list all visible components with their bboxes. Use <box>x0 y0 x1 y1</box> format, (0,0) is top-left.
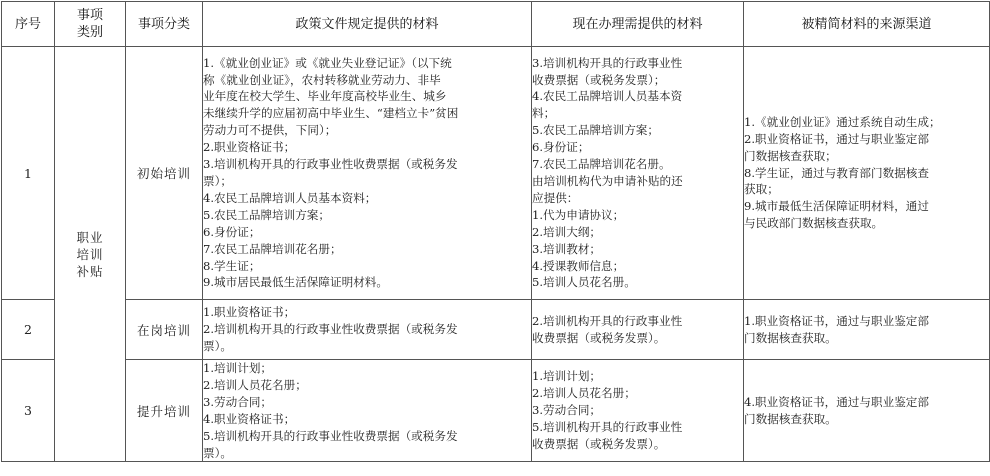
source-line: 1.职业资格证书，通过与职业鉴定部 <box>744 313 929 328</box>
current-materials-cell <box>532 360 744 462</box>
current-materials-cell <box>532 300 744 360</box>
source-line: 2.职业资格证书，通过与职业鉴定部 <box>744 131 929 146</box>
current-line: 收费票据（或税务发票）。 <box>532 330 666 345</box>
policy-line: 4.农民工品牌培训人员基本资料； <box>203 190 377 205</box>
policy-materials-cell <box>203 360 532 462</box>
current-line: 2.培训机构开具的行政事业性 <box>532 313 683 328</box>
policy-line: 业年度在校大学生、毕业年度高校毕业生、城乡 <box>203 89 447 104</box>
table-row <box>2 47 990 300</box>
current-line: 4.农民工品牌培训人员基本资 <box>532 89 683 104</box>
header-no: 序号 <box>2 2 55 47</box>
current-line: 料； <box>532 106 556 121</box>
current-line: 3.培训教材； <box>532 241 602 256</box>
policy-line: 8.学生证； <box>203 258 261 273</box>
policy-line: 3.劳动合同； <box>203 394 273 409</box>
table-row <box>2 360 990 462</box>
item-type-cell <box>55 47 126 462</box>
policy-line: 5.农民工品牌培训方案； <box>203 207 330 222</box>
current-line: 5.培训人员花名册。 <box>532 275 636 290</box>
item-type-line: 培训 <box>76 246 104 262</box>
policy-line: 2.职业资格证书； <box>203 140 296 155</box>
current-line: 2.培训大纲； <box>532 224 602 239</box>
header-source-channels: 被精简材料的来源渠道 <box>744 2 990 47</box>
source-line: 门数据核查获取。 <box>744 411 837 426</box>
header-row <box>2 2 990 47</box>
header-item-type <box>55 2 126 47</box>
source-line: 1.《就业创业证》通过系统自动生成； <box>744 114 941 129</box>
policy-line: 5.培训机构开具的行政事业性收费票据（或税务发 <box>203 428 458 443</box>
policy-line: 3.培训机构开具的行政事业性收费票据（或税务发 <box>203 157 458 172</box>
current-line: 5.培训机构开具的行政事业性 <box>532 420 683 435</box>
row-number: 2 <box>2 300 55 360</box>
current-line: 7.农民工品牌培训花名册。 <box>532 157 671 172</box>
current-line: 3.培训机构开具的行政事业性 <box>532 55 683 70</box>
policy-line: 称《就业创业证》，农村转移就业劳动力、非毕 <box>203 72 441 87</box>
current-line: 1.代为申请协议； <box>532 207 625 222</box>
current-materials-cell <box>532 47 744 300</box>
policy-line: 4.职业资格证书； <box>203 411 296 426</box>
source-line: 8.学生证，通过与教育部门数据核查 <box>744 165 929 180</box>
materials-table <box>1 1 990 462</box>
policy-line: 9.城市居民最低生活保障证明材料。 <box>203 275 388 290</box>
category-cell: 在岗培训 <box>126 300 203 360</box>
policy-line: 票）； <box>203 174 232 188</box>
source-channels-cell <box>744 360 990 462</box>
header-item-type-text: 事项类别 <box>76 8 103 40</box>
current-line: 4.授课教师信息； <box>532 258 625 273</box>
policy-line: 票）。 <box>203 338 232 353</box>
current-line: 3.劳动合同； <box>532 403 602 418</box>
policy-line: 6.身份证； <box>203 224 261 239</box>
policy-line: 劳动力可不提供，下同）； <box>203 123 337 138</box>
source-line: 门数据核查获取。 <box>744 330 837 345</box>
row-number: 1 <box>2 47 55 300</box>
policy-line: 未继续升学的应届初高中毕业生、“建档立卡”贫困 <box>203 106 459 121</box>
policy-line: 2.培训人员花名册； <box>203 377 307 392</box>
category-cell: 提升培训 <box>126 360 203 462</box>
item-type-line: 补贴 <box>76 263 104 279</box>
source-line: 获取； <box>744 182 779 197</box>
policy-line: 票）。 <box>203 445 232 460</box>
current-line: 2.培训人员花名册； <box>532 386 636 401</box>
header-policy-materials: 政策文件规定提供的材料 <box>203 2 532 47</box>
current-line: 收费票据（或税务发票）； <box>532 72 666 87</box>
current-line: 6.身份证； <box>532 140 590 155</box>
current-line: 应提供： <box>532 190 579 205</box>
policy-line: 1.《就业创业证》或《就业失业登记证》（以下统 <box>203 55 452 70</box>
current-line: 1.培训计划； <box>532 369 602 384</box>
policy-line: 1.职业资格证书； <box>203 305 296 320</box>
current-line: 由培训机构代为申请补贴的还 <box>532 174 683 188</box>
table-row <box>2 300 990 360</box>
policy-materials-cell <box>203 47 532 300</box>
item-type-line: 职业 <box>76 229 104 245</box>
source-line: 4.职业资格证书，通过与职业鉴定部 <box>744 394 929 409</box>
source-line: 门数据核查获取； <box>744 148 837 163</box>
row-number: 3 <box>2 360 55 462</box>
category-cell: 初始培训 <box>126 47 203 300</box>
policy-line: 1.培训计划； <box>203 361 273 375</box>
header-current-materials: 现在办理需提供的材料 <box>532 2 744 47</box>
header-category: 事项分类 <box>126 2 203 47</box>
current-line: 5.农民工品牌培训方案； <box>532 123 659 138</box>
policy-line: 2.培训机构开具的行政事业性收费票据（或税务发 <box>203 322 458 337</box>
policy-line: 7.农民工品牌培训花名册； <box>203 241 342 256</box>
source-channels-cell <box>744 47 990 300</box>
source-line: 9.城市最低生活保障证明材料，通过 <box>744 199 929 214</box>
current-line: 收费票据（或税务发票）。 <box>532 437 666 452</box>
source-channels-cell <box>744 300 990 360</box>
policy-materials-cell <box>203 300 532 360</box>
source-line: 与民政部门数据核查获取。 <box>744 216 884 231</box>
